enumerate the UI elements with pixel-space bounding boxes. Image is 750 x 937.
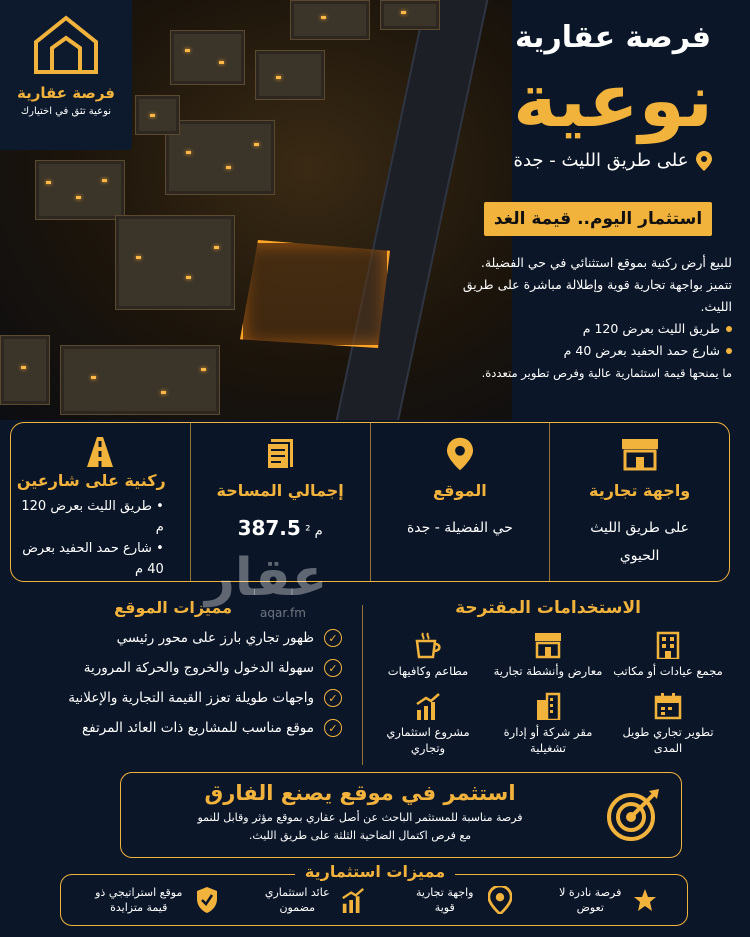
use-item-label: مقر شركة أو إدارة تشغيلية	[503, 725, 593, 755]
check-icon: ✓	[324, 719, 342, 737]
invest-callout	[120, 772, 682, 858]
advantage-label: عائد استثماري مضمون	[264, 886, 330, 914]
summary-frontage	[549, 423, 729, 581]
summary-area-title: إجمالي المساحة	[216, 481, 344, 500]
watermark-url: aqar.fm	[260, 606, 306, 620]
brand-name: فرصة عقارية	[16, 84, 115, 102]
building-icon	[654, 631, 682, 659]
watermark-logo: عقار	[205, 548, 328, 608]
house-logo-icon	[30, 12, 102, 76]
hero-location	[498, 150, 728, 171]
features-title: مميزات الموقع	[114, 598, 232, 617]
summary-location	[370, 423, 550, 581]
summary-location-title: الموقع	[433, 481, 487, 500]
star-icon	[633, 888, 657, 912]
summary-corner	[11, 423, 190, 581]
feature-text: واجهات طويلة تعزز القيمة التجارية والإعلانية	[68, 690, 314, 706]
use-item-label: مطاعم وكافيهات	[387, 664, 469, 678]
section-divider	[362, 605, 363, 765]
advantage-item	[410, 885, 512, 915]
hero-tagline: استثمار اليوم.. قيمة الغد	[484, 202, 712, 236]
feature-item	[22, 659, 342, 677]
advantage-item	[91, 885, 219, 915]
summary-corner-item1: • طريق الليث بعرض 120 م	[21, 499, 164, 535]
advantage-label: موقع استراتيجي ذو قيمة متزايدة	[95, 886, 183, 914]
advantage-item	[555, 885, 657, 915]
chart-icon	[414, 692, 442, 720]
description-point2	[442, 340, 732, 362]
check-icon: ✓	[324, 659, 342, 677]
calendar-icon	[654, 692, 682, 720]
target-icon	[605, 787, 661, 843]
use-item	[608, 630, 728, 679]
description-point1-text: طريق الليث بعرض 120 م	[582, 321, 720, 336]
description-line2: تتميز بواجهة تجارية قوية وإطلالة مباشرة على طريق الليث.	[462, 277, 732, 314]
use-item	[368, 630, 488, 679]
feature-item	[22, 689, 342, 707]
feature-text: سهولة الدخول والخروج والحركة المرورية	[83, 660, 314, 676]
use-item-label: مشروع استثماري وتجاري	[386, 725, 470, 755]
invest-line1: فرصة مناسبة للمستثمر الباحث عن أصل عقاري بموقع مؤثر وقابل للنمو	[197, 811, 523, 824]
bullet-icon	[726, 348, 732, 354]
shop-icon	[533, 631, 563, 659]
hero-section	[498, 18, 728, 171]
feature-text: ظهور تجاري بارز على محور رئيسي	[116, 630, 314, 646]
uses-title: الاستخدامات المقترحة	[455, 598, 641, 618]
summary-frontage-value: على طريق الليث الحيوي	[590, 520, 689, 564]
use-item-label: معارض وأنشطة تجارية	[493, 664, 603, 678]
advantage-label: واجهة تجارية قوية	[416, 886, 474, 914]
description-closing: ما يمنحها قيمة استثمارية عالية وفرص تطوير متعددة.	[481, 366, 732, 380]
check-icon: ✓	[324, 689, 342, 707]
land-plot-outline	[240, 240, 390, 348]
location-pin-icon	[447, 437, 473, 471]
summary-corner-item2: • شارع حمد الحفيد بعرض 40 م	[22, 541, 164, 577]
check-icon: ✓	[324, 629, 342, 647]
location-features	[22, 598, 342, 737]
use-item	[488, 630, 608, 679]
advantage-item	[262, 885, 366, 915]
use-item-label: مجمع عيادات أو مكاتب	[613, 664, 723, 678]
advantages-title-wrap	[0, 862, 750, 881]
pin-icon	[488, 886, 512, 914]
location-pin-icon	[696, 151, 712, 171]
area-unit: م ²	[305, 524, 323, 539]
hero-location-text: على طريق الليث - جدة	[513, 150, 689, 171]
advantage-label: فرصة نادرة لا تعوض	[559, 886, 622, 914]
feature-item	[22, 629, 342, 647]
invest-line2: مع فرص اكتمال الضاحية الثلثة على طريق الليث.	[248, 829, 472, 842]
description-point1	[442, 318, 732, 340]
advantages-title: مميزات استثمارية	[295, 862, 455, 881]
feature-item	[22, 719, 342, 737]
office-icon	[534, 692, 562, 720]
brand-logo-box	[0, 0, 132, 150]
suggested-uses	[368, 598, 728, 756]
use-item	[368, 691, 488, 756]
feature-text: موقع مناسب للمشاريع ذات العائد المرتفع	[82, 720, 314, 736]
chart-icon	[340, 887, 366, 913]
document-icon	[265, 437, 295, 471]
hero-line1: فرصة عقارية	[514, 20, 711, 55]
investment-advantages	[60, 874, 688, 926]
use-item	[488, 691, 608, 756]
coffee-icon	[413, 631, 443, 659]
description-point2-text: شارع حمد الحفيد بعرض 40 م	[563, 343, 720, 358]
use-item	[608, 691, 728, 756]
summary-corner-values	[11, 496, 190, 580]
use-item-label: تطوير تجاري طويل المدى	[622, 725, 714, 755]
description	[442, 252, 732, 384]
description-line1: للبيع أرض ركنية بموقع استثنائي في حي الفضيلة.	[480, 255, 732, 270]
summary-frontage-title: واجهة تجارية	[588, 481, 691, 500]
hero-line2: نوعية	[513, 58, 713, 144]
invest-title: استثمر في موقع يصنع الفارق	[204, 781, 516, 805]
storefront-icon	[620, 437, 660, 471]
bullet-icon	[726, 326, 732, 332]
road-icon	[83, 437, 117, 467]
area-number: 387.5	[237, 516, 301, 540]
summary-corner-title: ركنية على شارعين	[16, 471, 166, 490]
summary-area-value	[191, 514, 370, 546]
shield-icon	[195, 886, 219, 914]
summary-location-value: حي الفضيلة - جدة	[406, 520, 513, 536]
brand-tagline: نوعية تثق في اختيارك	[20, 106, 112, 117]
summary-panel	[10, 422, 730, 582]
